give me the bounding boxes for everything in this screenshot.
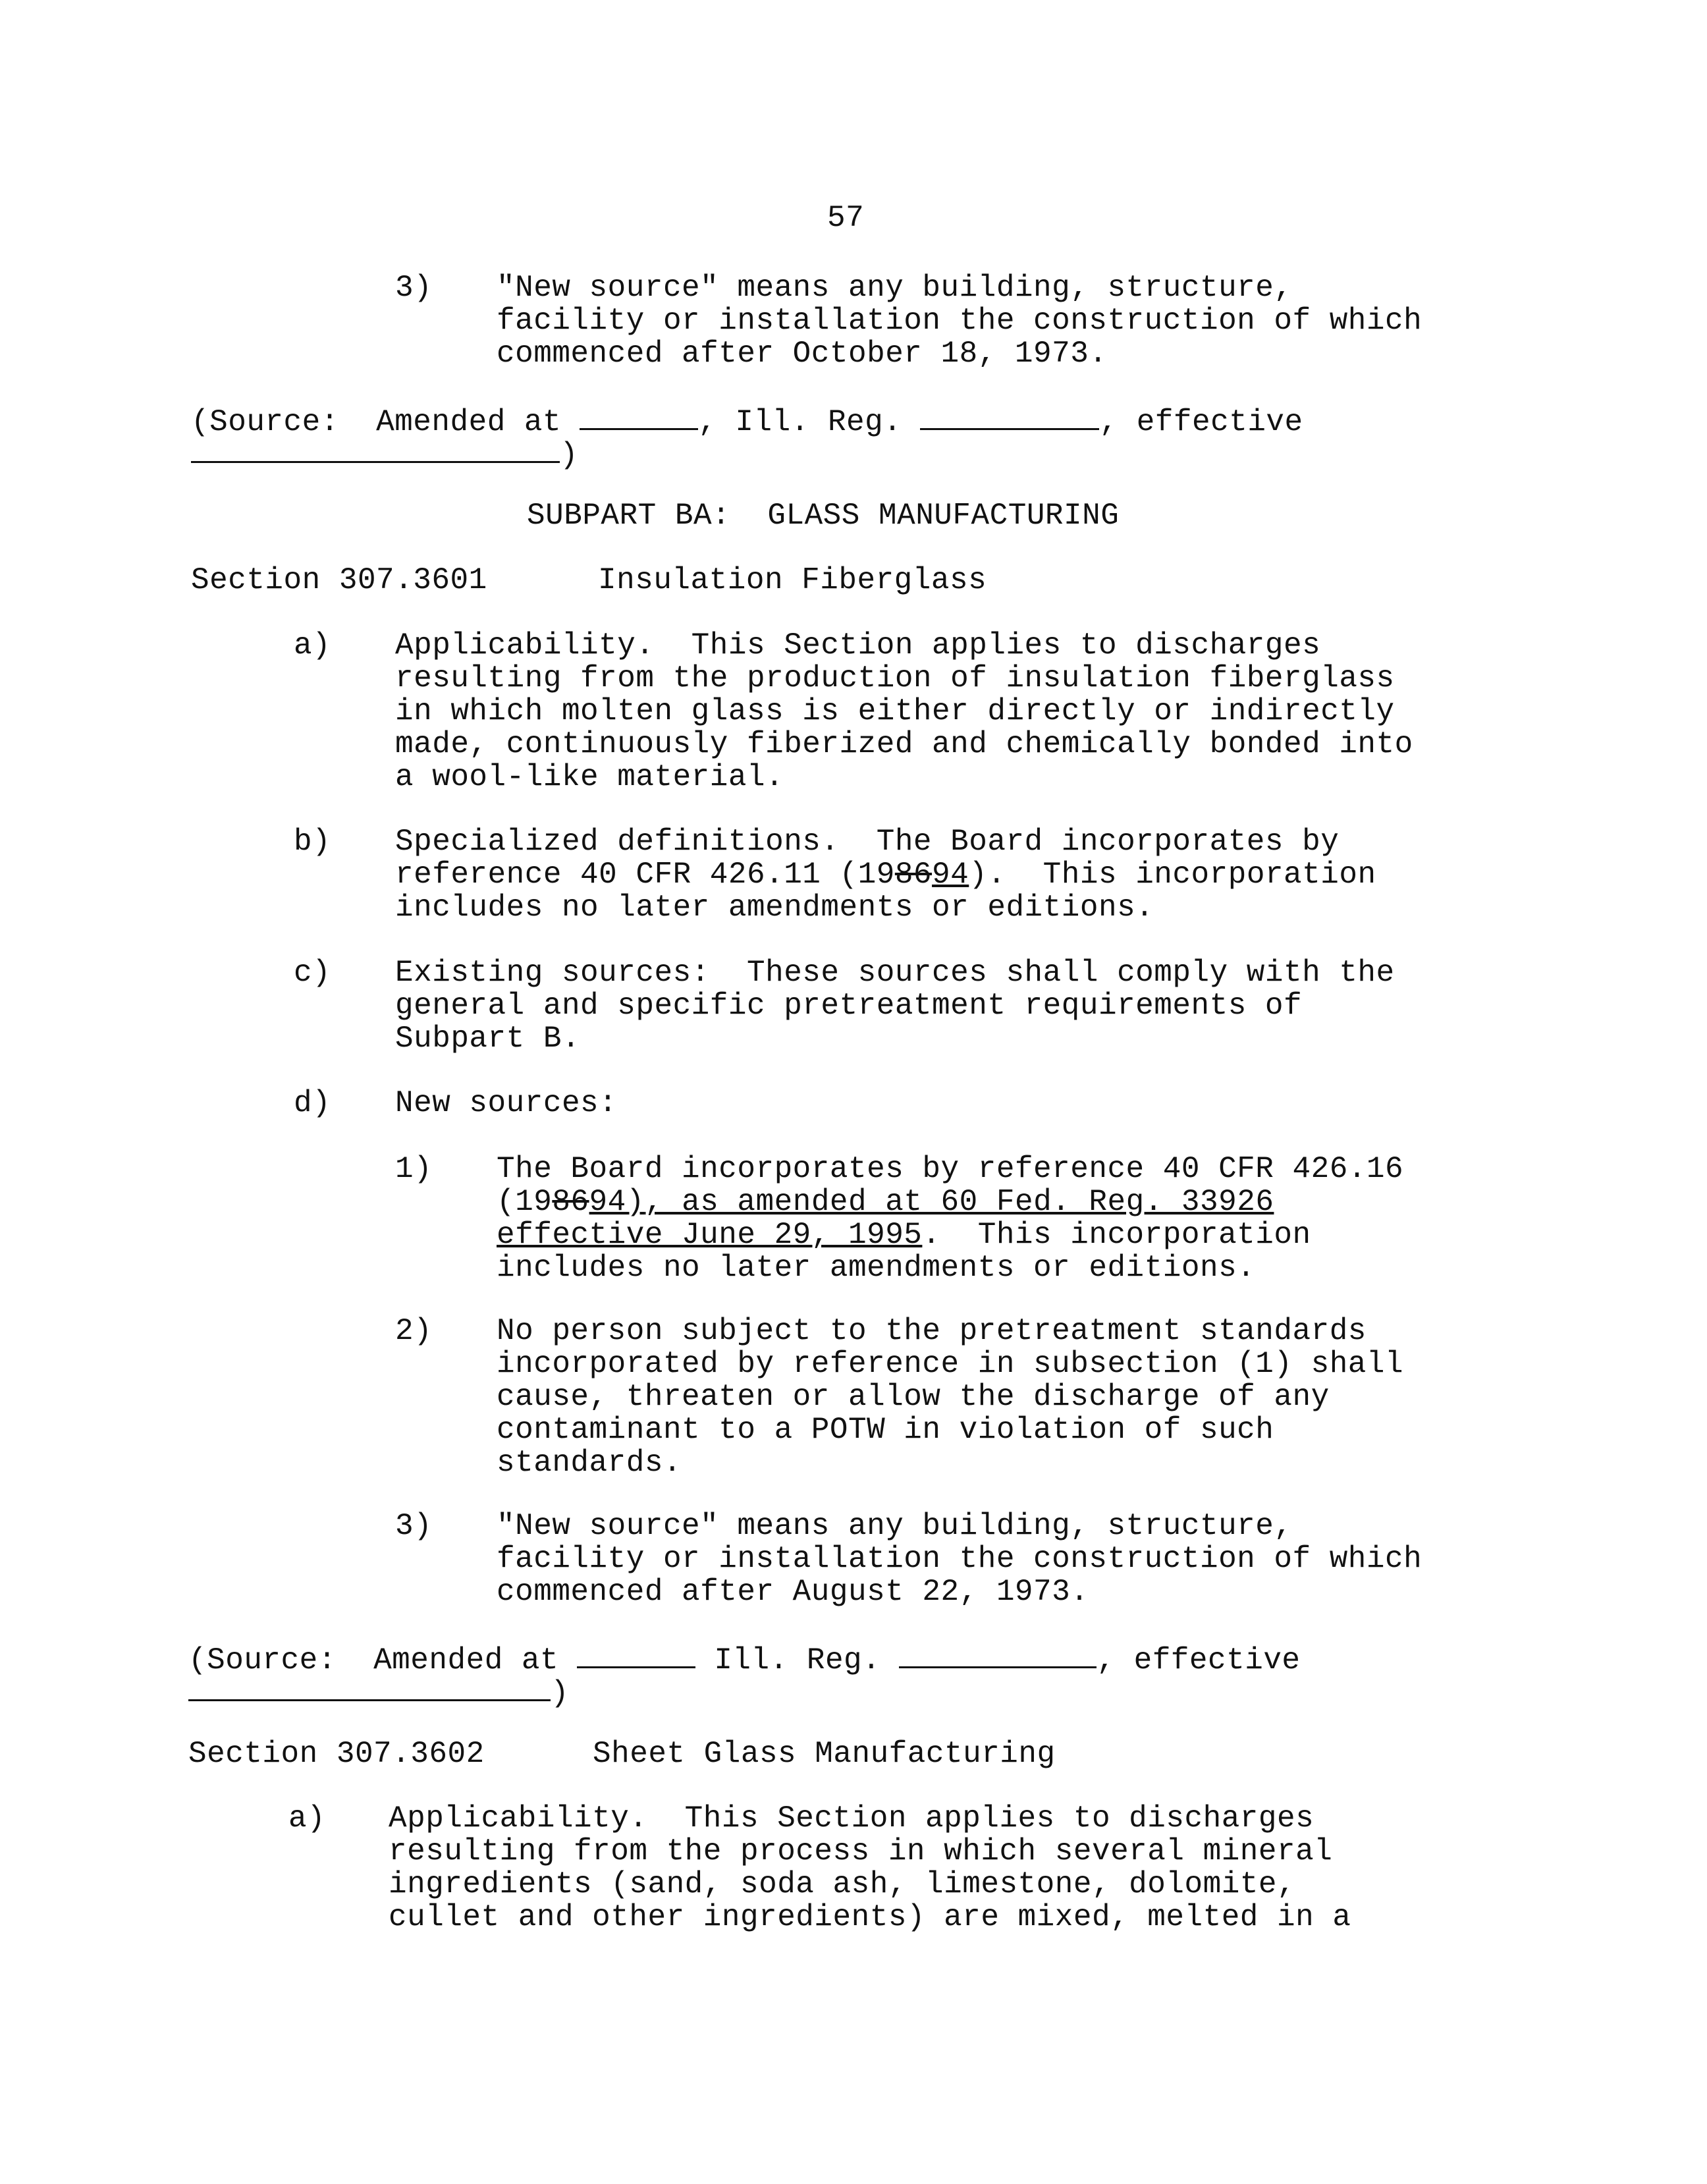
inserted-text: 94) (589, 1185, 645, 1219)
section-3601-d-1-text: The Board incorporates by reference 40 CFR 426.16 (198694), as amended at 60 Fed. Reg. 33926 effective June 29, 1995. This incorporation includes no later amendments or editions. (497, 1152, 1404, 1285)
effective-label: , effective (1097, 1643, 1301, 1678)
section-3601-d-3-number: 3) (395, 1509, 433, 1543)
section-3601-number: Section 307.3601 (191, 563, 487, 597)
inserted-text: effective June 29, 1995 (497, 1218, 923, 1252)
blank-amended-date (580, 402, 698, 430)
subpart-heading: SUBPART BA: GLASS MANUFACTURING (527, 499, 1120, 533)
effective-label: , effective (1099, 405, 1303, 439)
amended-at-label: Amended at (373, 1643, 559, 1678)
source-label: (Source: (191, 405, 339, 439)
section-3601-b-label: b) (294, 825, 331, 859)
section-3601-d-2-number: 2) (395, 1314, 433, 1348)
ill-reg-label: , Ill. Reg. (698, 405, 902, 439)
section-3601-d-label: d) (294, 1086, 331, 1120)
ill-reg-label: Ill. Reg. (714, 1643, 881, 1678)
deleted-text: 86 (552, 1185, 589, 1219)
blank-ill-reg (920, 402, 1099, 430)
blank-effective-date (191, 435, 560, 463)
section-3601-c-label: c) (294, 956, 331, 990)
page-number: 57 (827, 201, 865, 235)
inserted-text: , as amended at 60 Fed. Reg. 33926 (644, 1185, 1274, 1219)
section-3602-a-label: a) (288, 1801, 326, 1836)
top-item-number: 3) (395, 271, 433, 305)
section-3601-d-2-text: No person subject to the pretreatment standards incorporated by reference in subsection (1) shall cause, threaten or allow the discharge of any contaminant to a POTW in violation of such standards. (497, 1314, 1404, 1480)
deleted-text: 86 (894, 858, 933, 892)
source-label: (Source: (188, 1643, 337, 1678)
section-3602-number: Section 307.3602 (188, 1737, 485, 1771)
amended-at-label: Amended at (376, 405, 562, 439)
section-3601-c-text: Existing sources: These sources shall comply with the general and specific pretreatment requirements of Subpart B. (395, 956, 1395, 1056)
section-3601-b-text: Specialized definitions. The Board incorporates by reference 40 CFR 426.11 (198694). This incorporation includes no later amendments or editions. (395, 825, 1376, 925)
section-3601-a-label: a) (294, 628, 331, 663)
section-3601-d-1-number: 1) (395, 1152, 433, 1186)
section-3601-d-title: New sources: (395, 1086, 618, 1120)
section-3602-title: Sheet Glass Manufacturing (593, 1737, 1056, 1771)
section-3601-d-3-text: "New source" means any building, structure, facility or installation the construction of which commenced after August 22, 1973. (497, 1509, 1422, 1609)
inserted-text: 94 (932, 858, 969, 892)
section-3601-a-text: Applicability. This Section applies to discharges resulting from the production of insulation fiberglass in which molten glass is either directly or indirectly made, continuously fiberized and chemically bonded into a wool-like material. (395, 628, 1413, 794)
top-item-text: "New source" means any building, structure, facility or installation the construction of which commenced after October 18, 1973. (497, 271, 1422, 371)
section-3602-a-text: Applicability. This Section applies to discharges resulting from the process in which several mineral ingredients (sand, soda ash, limestone, dolomite, cullet and other ingredients) are mixed, melted in a (389, 1801, 1351, 1934)
source-note-1: (Source: Amended at , Ill. Reg. , effective ) (191, 402, 1303, 468)
blank-effective-date (188, 1673, 551, 1701)
section-3601-title: Insulation Fiberglass (598, 563, 987, 597)
blank-amended-date (577, 1640, 695, 1668)
source-note-2: (Source: Amended at Ill. Reg. , effective ) (188, 1640, 1301, 1706)
blank-ill-reg (899, 1640, 1097, 1668)
